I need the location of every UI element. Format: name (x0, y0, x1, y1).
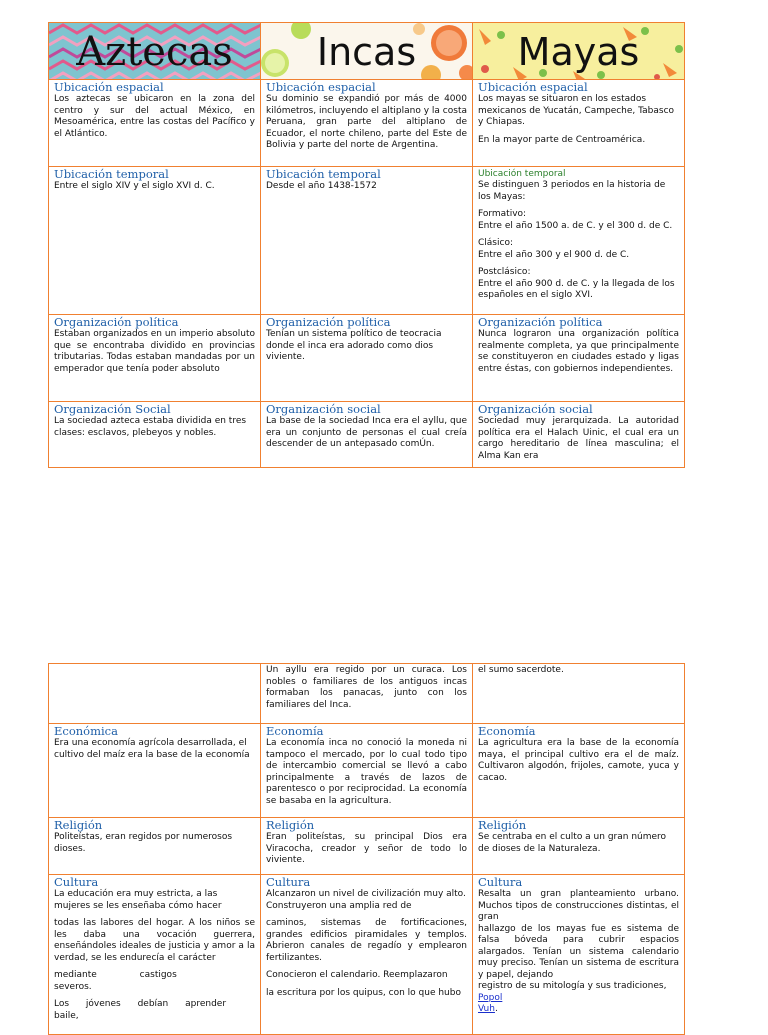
cell-text: Era una economía agrícola desarrollada, el cultivo del maíz era la base de la economía (54, 738, 250, 760)
aztecas-social-cell (49, 402, 261, 468)
popol-link[interactable]: Popol (478, 992, 503, 1003)
row-label: Ubicación temporal (54, 167, 169, 181)
cell-text: Alcanzaron un nivel de civilización muy alto. Construyeron una amplia red de (266, 889, 466, 911)
incas-economia-cell (261, 724, 473, 818)
header-mayas-title: Mayas (517, 30, 640, 74)
cell-text: Conocieron el calendario. Reemplazaron (266, 970, 448, 980)
cell-text: La agricultura era la base de la economía maya, el principal cultivo era el de maíz. Cultivaron algodón, frijoles, camote, yuca y cacao. (478, 738, 679, 783)
incas-cultura-cell (261, 875, 473, 1035)
cell-text: mediante castigos severos. (54, 970, 177, 992)
period-name: Formativo: (478, 209, 527, 219)
row-label: Ubicación temporal (478, 169, 566, 179)
row-label: Cultura (266, 875, 311, 889)
cell-text: Nunca lograron una organización política realmente completa, ya que principalmente se constituyeron en ciudades estado y ligas entre éstas, con gobiernos independientes. (478, 329, 679, 374)
incas-cont-cell (261, 664, 473, 724)
row-label: Organización social (478, 402, 593, 416)
row-label: Organización Social (54, 402, 171, 416)
vuh-link[interactable]: Vuh (478, 1004, 495, 1014)
row-label: Organización social (266, 402, 381, 416)
aztecas-economia-cell (49, 724, 261, 818)
row-label: Organización política (54, 315, 179, 329)
aztecas-espacial-cell (49, 80, 261, 167)
cell-text: Un ayllu era regido por un curaca. Los nobles o familiares de los antiguos incas formaban los panacas, junto con los familiares del Inca. (266, 665, 467, 710)
cell-text: la escritura por los quipus, con lo que hubo (266, 987, 461, 998)
period-text: Entre el año 1500 a. de C. y el 300 d. de C. (478, 220, 673, 231)
comparison-table-2 (48, 663, 685, 1035)
aztecas-cont-cell (49, 664, 261, 724)
header-incas-title: Incas (316, 30, 417, 74)
cell-text: Desde el año 1438-1572 (266, 181, 377, 191)
row-label: Ubicación espacial (478, 80, 588, 94)
aztecas-religion-cell (49, 818, 261, 875)
row-label: Religión (478, 818, 527, 832)
mayas-espacial-cell (473, 80, 685, 167)
incas-espacial-cell (261, 80, 473, 167)
cell-text: Tenían un sistema político de teocracia donde el inca era adorado como dios viviente. (266, 329, 442, 362)
comparison-table-1 (48, 22, 685, 468)
cell-text: Se distinguen 3 periodos en la historia de los Mayas: (478, 180, 666, 202)
incas-religion-cell (261, 818, 473, 875)
cell-text: La educación era muy estricta, a las mujeres se les enseñaba cómo hacer (54, 889, 222, 911)
cell-text: La economía inca no conoció la moneda ni tampoco el mercado, por lo cual todo tipo de intercambio comercial se llevó a cabo principalmente a través de lazos de parentesco o por reciprocidad. La economía se basaba en la agricultura. (266, 738, 467, 806)
cell-text: todas las labores del hogar. A los niños se les daba una vocación guerrera, enseñándoles ideales de justicia y amor a la verdad, se les endurecía el carácter (54, 918, 255, 963)
row-label: Ubicación espacial (54, 80, 164, 94)
row-label: Religión (266, 818, 315, 832)
aztecas-politica-cell (49, 315, 261, 402)
mayas-social-cell (473, 402, 685, 468)
row-label: Economía (266, 724, 324, 738)
header-incas (261, 23, 473, 80)
cell-text: Politeístas, eran regidos por numerosos dioses. (54, 832, 233, 854)
incas-social-cell (261, 402, 473, 468)
row-label: Económica (54, 724, 118, 738)
period-name: Postclásico: (478, 267, 531, 277)
row-label: Organización política (478, 315, 603, 329)
cell-text: Eran politeístas, su principal Dios era Viracocha, creador y señor de todo lo viviente. (266, 832, 467, 865)
cell-text: Resalta un gran planteamiento urbano. Muchos tipos de construcciones distintas, el gran (478, 889, 679, 922)
cell-text: Se centraba en el culto a un gran número de dioses de la Naturaleza. (478, 832, 667, 854)
row-label: Cultura (54, 875, 99, 889)
cell-text: hallazgo de los mayas fue es sistema de falsa bóveda para cubrir espacios alargados. Tenían un sistema calendario muy preciso. Tenían un sistema de escritura y papel, dejando (478, 923, 679, 980)
cell-text: Los jóvenes debían aprender baile, (54, 999, 227, 1021)
period-text: Entre el año 300 y el 900 d. de C. (478, 249, 630, 260)
cell-text: Sociedad muy jerarquizada. La autoridad política era el Halach Uinic, el cual era un cargo hereditario de línea masculina; el Alma Kan era (478, 416, 679, 461)
period-text: Entre el año 900 d. de C. y la llegada de los españoles en el siglo XVI. (478, 278, 675, 300)
header-aztecas-title: Aztecas (76, 29, 233, 75)
period-name: Clásico: (478, 238, 513, 248)
cell-text: Estaban organizados en un imperio absoluto que se encontraba dividido en provincias tributarias. Todas estaban mandadas por un emperador que tenía poder absoluto (54, 329, 255, 374)
incas-temporal-cell (261, 167, 473, 315)
cell-text: Los aztecas se ubicaron en la zona del centro y sur del actual México, en Mesoamérica, entre las costas del Pacífico y el Atlántico. (54, 94, 255, 139)
cell-text-row (54, 970, 255, 993)
cell-text: caminos, sistemas de fortificaciones, grandes edificios piramidales y templos. Abrieron canales de regadío y emplearon fertilizantes. (266, 918, 467, 963)
aztecas-temporal-cell (49, 167, 261, 315)
header-aztecas (49, 23, 261, 80)
row-label: Economía (478, 724, 536, 738)
row-label: Religión (54, 818, 103, 832)
mayas-cont-cell (473, 664, 685, 724)
cell-text: Su dominio se expandió por más de 4000 kilómetros, incluyendo el altiplano y la costa Peruana, gran parte del altiplano de Ecuador, el norte chileno, parte del Este de Bolivia y parte del norte de Argentina. (266, 94, 467, 150)
cell-text: La sociedad azteca estaba dividida en tres clases: esclavos, plebeyos y nobles. (54, 416, 247, 438)
cell-text: La base de la sociedad Inca era el ayllu, que era un conjunto de personas el cual creía descender de un antepasado comÚn. (266, 416, 467, 449)
row-label: Organización política (266, 315, 391, 329)
mayas-temporal-cell (473, 167, 685, 315)
mayas-cultura-cell: Cultura Resalta un gran planteamiento urbano. Muchos tipos de construcciones distintas, el gran hallazgo de los mayas fue es sistema de falsa bóveda para cubrir espacios alargados. Tenían un sistema calendario muy preciso. Tenían un sistema de escritura y papel, dejando registro de su mitología y sus tradiciones, Popol Vuh. (473, 875, 685, 1035)
row-label: Cultura (478, 875, 523, 889)
row-label: Ubicación temporal (266, 167, 381, 181)
mayas-religion-cell (473, 818, 685, 875)
cell-text: Los mayas se situaron en los estados mexicanos de Yucatán, Campeche, Tabasco y Chiapas. (478, 94, 675, 127)
cell-text: el sumo sacerdote. (478, 665, 564, 675)
row-label: Ubicación espacial (266, 80, 376, 94)
aztecas-cultura-cell (49, 875, 261, 1035)
mayas-economia-cell (473, 724, 685, 818)
cell-text: registro de su mitología y sus tradiciones, (478, 981, 667, 991)
cell-text: Entre el siglo XIV y el siglo XVI d. C. (54, 181, 215, 191)
header-mayas (473, 23, 685, 80)
mayas-politica-cell (473, 315, 685, 402)
cell-text: En la mayor parte de Centroamérica. (478, 134, 646, 145)
incas-politica-cell (261, 315, 473, 402)
